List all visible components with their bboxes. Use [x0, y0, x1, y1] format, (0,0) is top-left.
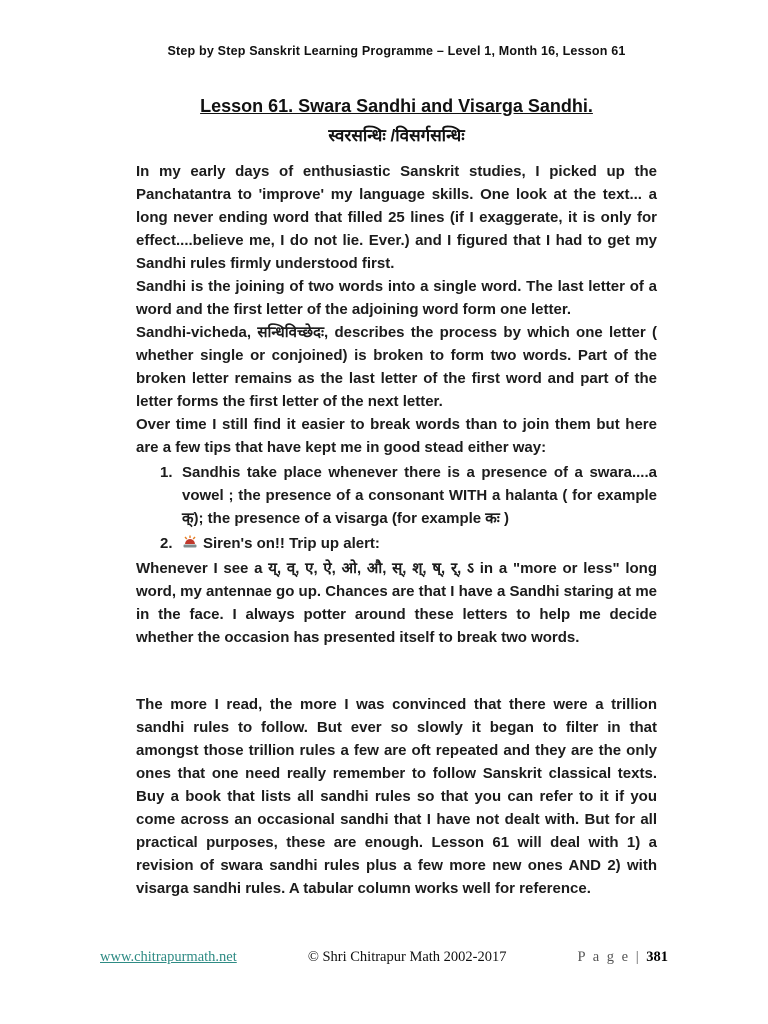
- page-content: [136, 44, 657, 900]
- paragraph-sandhi-vicheda: Sandhi-vicheda, सन्धिविच्छेदः, describes the process by which one letter ( whether single or conjoined) is broken to form two words. Part of the broken letter remains as the last letter of the first word and part of the letter forms the first letter of the next letter.: [136, 324, 657, 410]
- lesson-title-devanagari: स्वरसन्धिः /विसर्गसन्धिः: [328, 126, 465, 145]
- tips-list: [136, 461, 657, 555]
- document-header: Step by Step Sanskrit Learning Programme – Level 1, Month 16, Lesson 61: [167, 44, 626, 58]
- page-footer: [100, 949, 668, 966]
- paragraph-intro: In my early days of enthusiastic Sanskrit studies, I picked up the Panchatantra to 'improve' my language skills. One look at the text... a long never ending word that filled 25 lines (if I exaggerate, it is only for effect....believe me, I do not lie. Ever.) and I figured that I had to get my Sandhi rules firmly understood first.: [136, 163, 657, 272]
- paragraph-trip-up-detail: Whenever I see a य्, व्, ए, ऐ, ओ, औ, स्, श्, ष्, र्, ऽ in a "more or less" long word, my antennae go up. Chances are that I have a Sandhi staring at me in the face. I always potter around these letters to help me decide whether the occasion has presented itself to break two words.: [136, 560, 657, 646]
- list-item: [136, 461, 657, 530]
- paragraph-conclusion: The more I read, the more I was convinced that there were a trillion sandhi rules to follow. But ever so slowly it began to filter in that amongst those trillion rules a few are oft repeated and they are the only ones that one need really remember to follow Sanskrit classical texts. Buy a book that lists all sandhi rules so that you can refer to it if you come across an occasional sandhi that I have not dealt with. But for all practical purposes, these are enough. Lesson 61 will deal with 1) a revision of swara sandhi rules plus a few more new ones AND 2) with visarga sandhi rules. A tabular column works well for reference.: [136, 696, 657, 897]
- lesson-title: Lesson 61. Swara Sandhi and Visarga Sandhi.: [200, 96, 593, 116]
- body-text: [136, 160, 657, 900]
- list-item-label: Siren's on!! Trip up alert:: [203, 535, 380, 552]
- list-item: [136, 532, 657, 555]
- page-number-value: 381: [646, 949, 668, 965]
- paragraph-sandhi-definition: Sandhi is the joining of two words into a single word. The last letter of a word and the first letter of the adjoining word form one letter.: [136, 278, 657, 318]
- siren-icon: [182, 534, 198, 549]
- list-item-text: Sandhis take place whenever there is a presence of a swara....a vowel ; the presence of a consonant WITH a halanta ( for example क्); the presence of a visarga (for example कः ): [182, 464, 657, 527]
- paragraph-tips-intro: Over time I still find it easier to break words than to join them but here are a few tips that have kept me in good stead either way:: [136, 416, 657, 456]
- website-link[interactable]: www.chitrapurmath.net: [100, 949, 237, 965]
- page-number-label: P a g e |: [577, 949, 647, 965]
- list-number: 1.: [160, 464, 173, 481]
- list-number: 2.: [160, 535, 173, 552]
- page-number: [578, 949, 668, 966]
- copyright-text: © Shri Chitrapur Math 2002-2017: [307, 949, 507, 965]
- list-item-text: [182, 532, 657, 555]
